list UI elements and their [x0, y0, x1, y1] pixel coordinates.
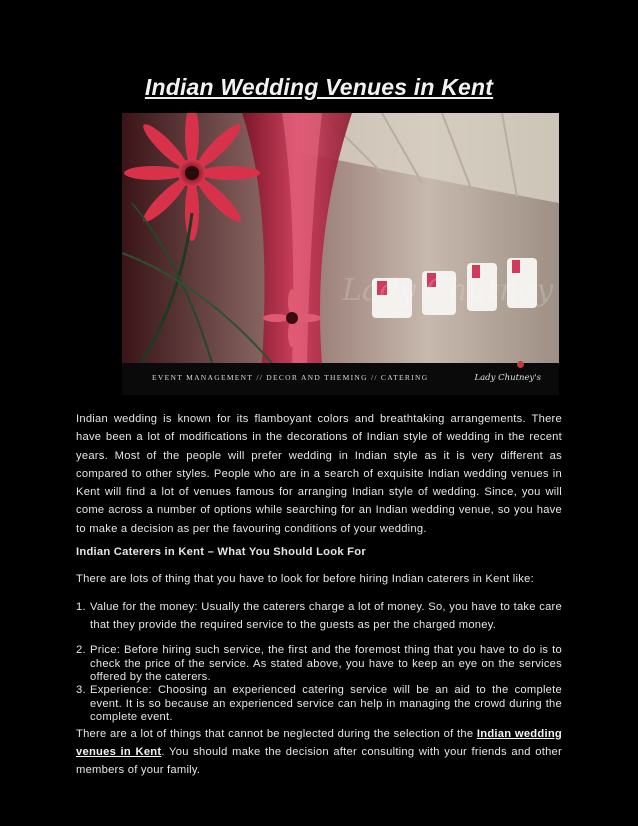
page-title: Indian Wedding Venues in Kent [144, 74, 494, 100]
lead-paragraph: There are lots of thing that you have to look for before hiring Indian caterers in Kent like: [76, 573, 534, 586]
brand-logo-icon [517, 361, 524, 368]
list-item [76, 598, 562, 635]
list-item-number: 3. [76, 684, 86, 697]
list-item-text: Experience: Choosing an experienced catering service will be an aid to the complete event. It is so because an experienced service can help in managing the crowd during the complete event. [90, 684, 562, 724]
list-item [76, 684, 562, 724]
venue-photo-illustration [122, 113, 559, 395]
article-body [76, 410, 562, 780]
section-heading: Indian Caterers in Kent – What You Should Look For [76, 546, 366, 559]
photo-watermark: Lady Chutney [342, 273, 554, 308]
list-item [76, 644, 562, 684]
wedding-venue-photo [122, 113, 559, 395]
venues-link[interactable]: Indian wedding venues in Kent [76, 727, 562, 758]
closing-text-after: . You should make the decision after consulting with your friends and other members of your family. [76, 746, 563, 777]
photo-brand: Lady Chutney's [474, 373, 541, 383]
closing-paragraph [76, 725, 562, 780]
closing-text-before: There are a lot of things that cannot be neglected during the selection of the [76, 727, 477, 740]
list-item-number: 1. [76, 600, 86, 613]
list-item-text: Price: Before hiring such service, the first and the foremost thing that you have to do is to check the price of the service. As stated above, you have to keep an eye on the services offered by the caterers. [90, 644, 562, 684]
list-item-number: 2. [76, 644, 86, 657]
list-item-text: Value for the money: Usually the caterers charge a lot of money. So, you have to take care that they provide the required service to the guests as per the charged money. [90, 600, 562, 631]
photo-caption: EVENT MANAGEMENT // DECOR AND THEMING // CATERING [152, 373, 429, 382]
intro-paragraph: Indian wedding is known for its flamboyant colors and breathtaking arrangements. There have been a lot of modifications in the decorations of Indian style of wedding in the recent years. Most of the people will prefer wedding in Indian style as it is very different as compared to other styles. People who are in a search of exquisite Indian wedding venues in Kent will find a lot of venues famous for arranging Indian style of wedding. Since, you will come across a number of options while searching for an Indian wedding venue, so you have to make a decision as per the favouring conditions of your wedding. [76, 413, 562, 535]
considerations-list [76, 598, 562, 725]
